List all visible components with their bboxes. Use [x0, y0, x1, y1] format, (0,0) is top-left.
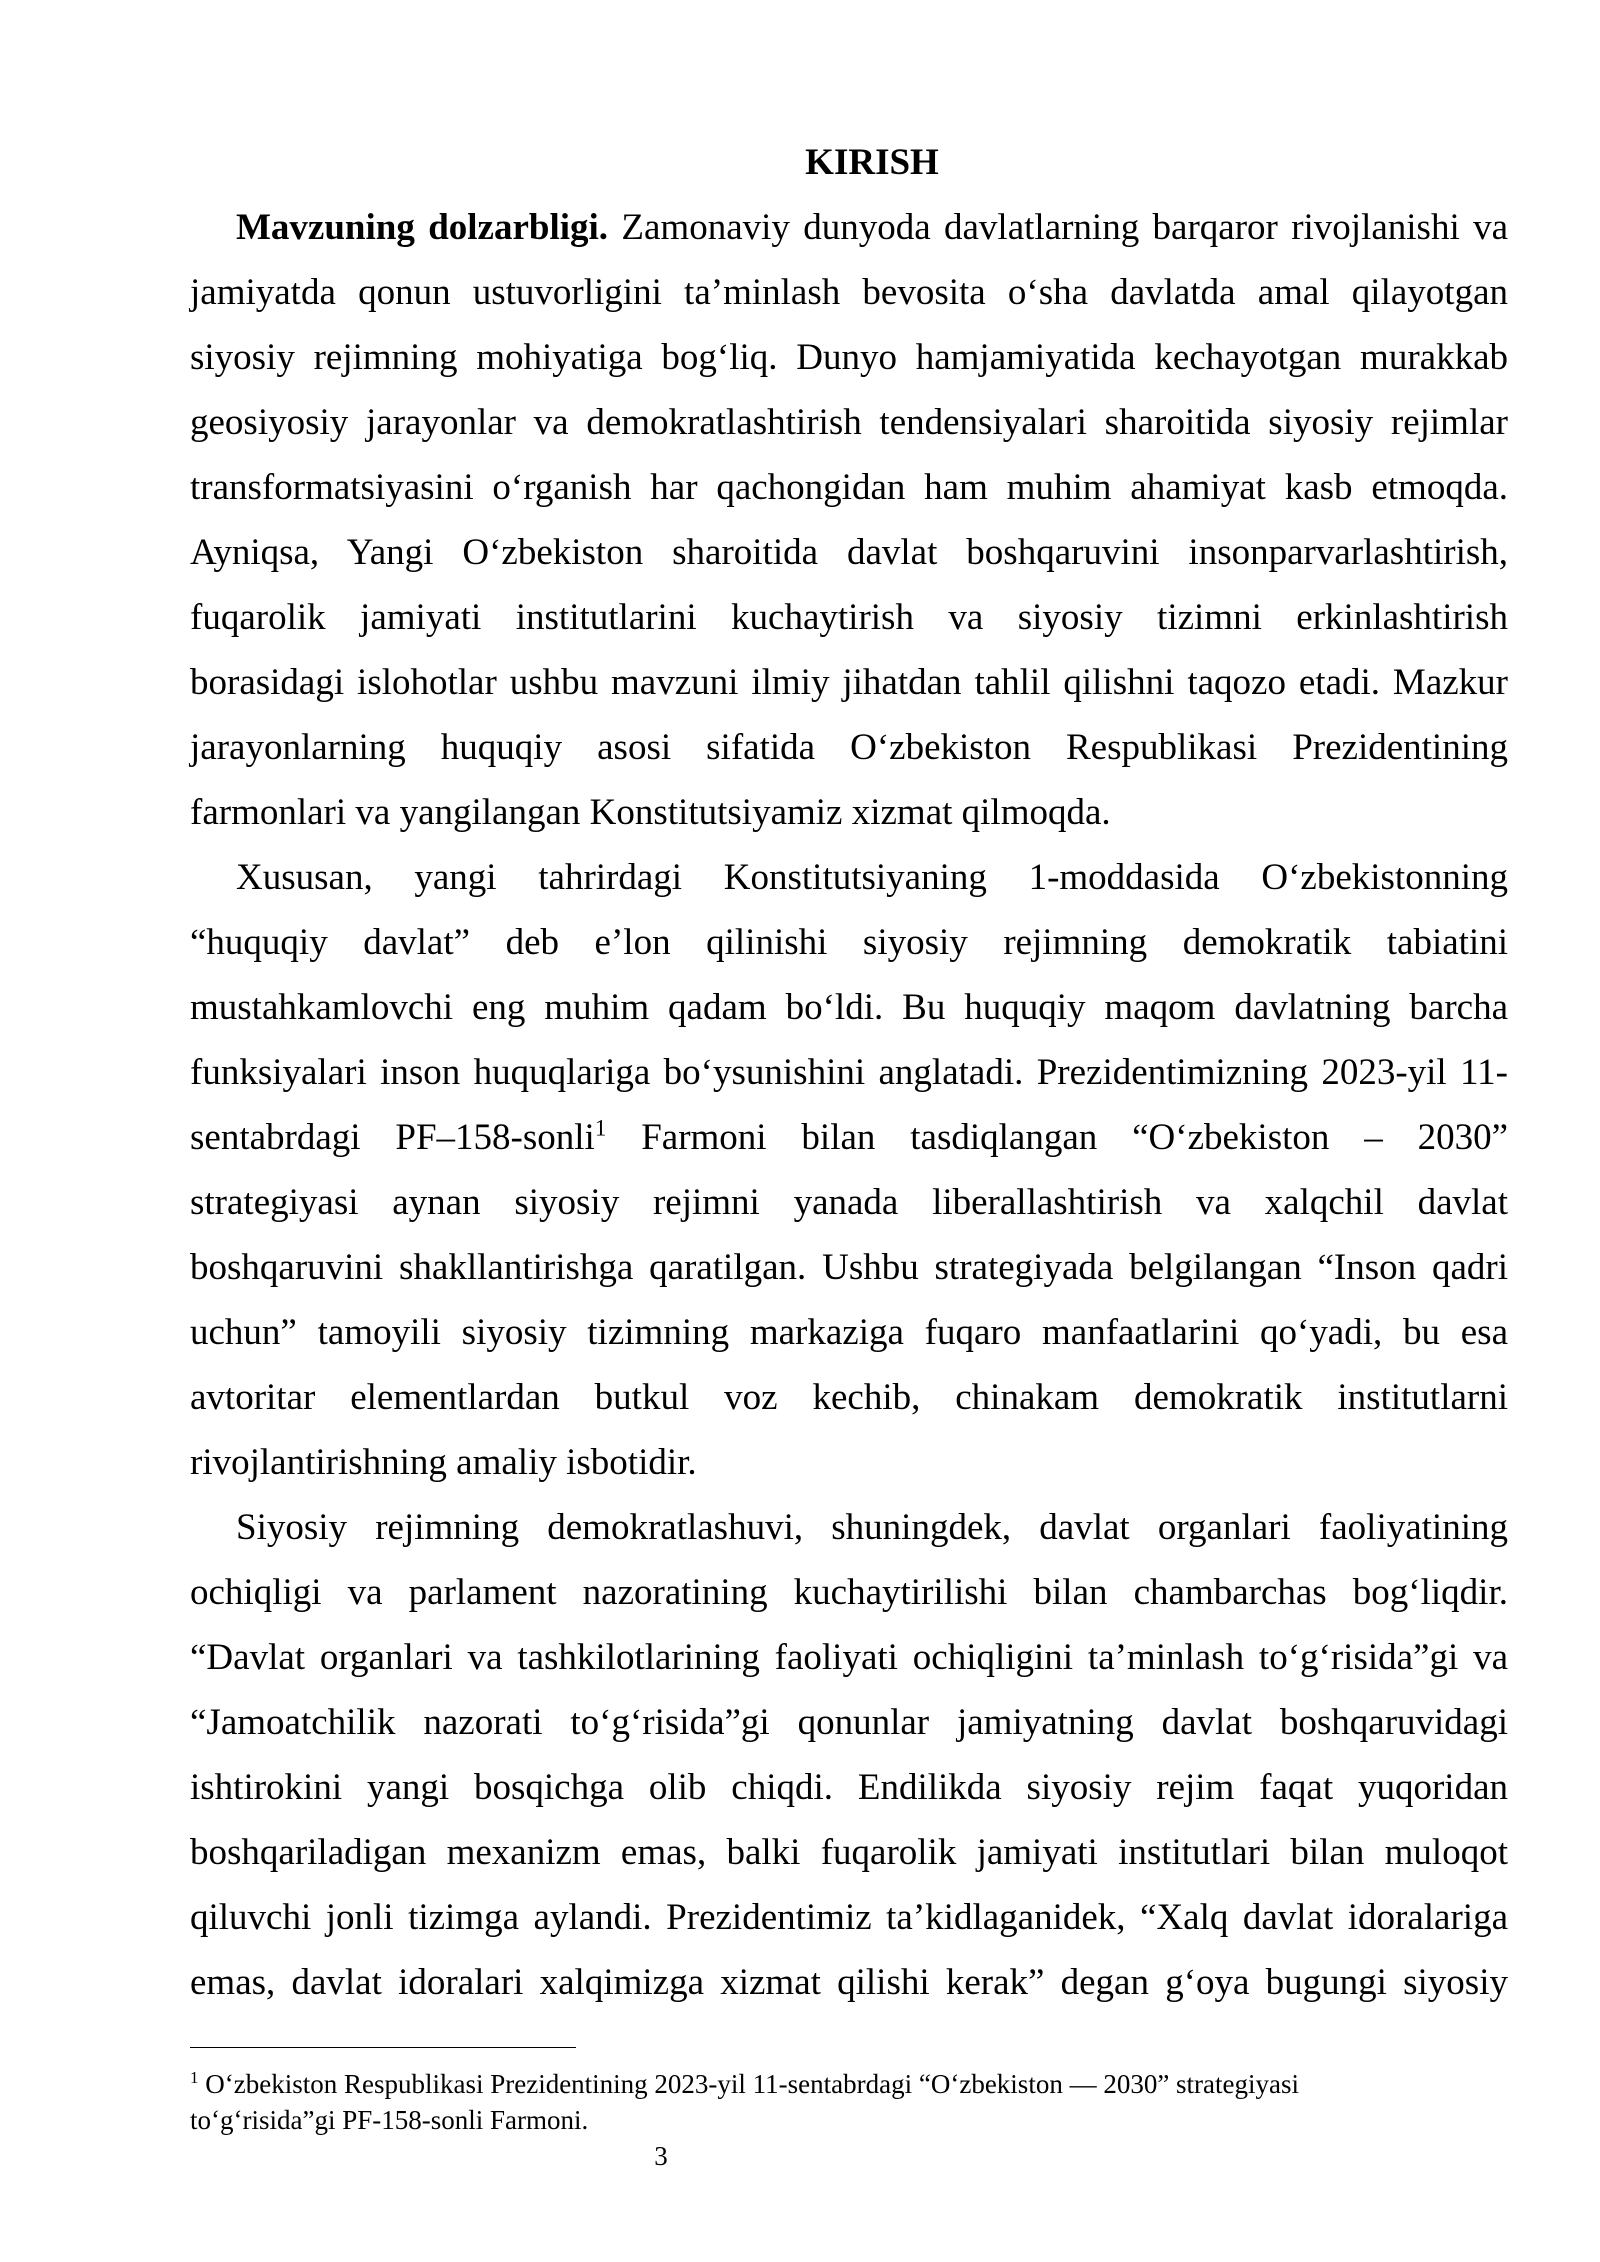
- text-line: rivojlantirishning amaliy isbotidir.: [190, 1442, 697, 1483]
- footnote-marker: 1: [190, 2068, 199, 2087]
- text-line: avtoritar elementlardan butkul voz kechib, chinakam demokratik institutlarni: [190, 1377, 1508, 1418]
- footnote-separator: [190, 2047, 576, 2048]
- text-line: geosiyosiy jarayonlar va demokratlashtirish tendensiyalari sharoitida siyosiy rejimlar: [190, 402, 1508, 443]
- paragraph: [190, 845, 1508, 1495]
- text-line: uchun” tamoyili siyosiy tizimning markaziga fuqaro manfaatlarini qo‘yadi, bu esa: [190, 1312, 1508, 1353]
- paragraph: [190, 1495, 1508, 2015]
- text-line: jamiyatda qonun ustuvorligini ta’minlash bevosita o‘sha davlatda amal qilayotgan: [190, 272, 1508, 313]
- text-line: “Davlat organlari va tashkilotlarining faoliyati ochiqligini ta’minlash to‘g‘risida”gi va: [190, 1637, 1508, 1678]
- text-line: boshqaruvini shakllantirishga qaratilgan. Ushbu strategiyada belgilangan “Inson qadri: [190, 1247, 1508, 1288]
- text-line: borasidagi islohotlar ushbu mavzuni ilmiy jihatdan tahlil qilishni taqozo etadi. Mazkur: [190, 662, 1508, 703]
- section-title: KIRISH: [805, 142, 939, 183]
- text-line: farmonlari va yangilangan Konstitutsiyamiz xizmat qilmoqda.: [190, 792, 1111, 833]
- footnote-line: to‘g‘risida”gi PF-158-sonli Farmoni.: [190, 2105, 589, 2135]
- text-line: Xususan, yangi tahrirdagi Konstitutsiyaning 1-moddasida O‘zbekistonning: [236, 857, 1508, 898]
- text-line: ishtirokini yangi bosqichga olib chiqdi. Endilikda siyosiy rejim faqat yuqoridan: [190, 1767, 1508, 1808]
- text-line: emas, davlat idoralari xalqimizga xizmat qilishi kerak” degan g‘oya bugungi siyosiy: [190, 1962, 1508, 2003]
- text-line: transformatsiyasini o‘rganish har qachongidan ham muhim ahamiyat kasb etmoqda.: [190, 467, 1508, 508]
- text-line: “huquqiy davlat” deb e’lon qilinishi siyosiy rejimning demokratik tabiatini: [190, 922, 1508, 963]
- text-line: funksiyalari inson huquqlariga bo‘ysunishini anglatadi. Prezidentimizning 2023-yil 11-: [190, 1052, 1508, 1093]
- paragraph-lead: Mavzuning dolzarbligi.: [236, 207, 609, 248]
- footnote-text: O‘zbekiston Respublikasi Prezidentining 2023-yil 11-sentabrdagi “O‘zbekiston — 2030” strategiyasi: [205, 2069, 1300, 2099]
- text-span: sentabrdagi PF–158-sonli: [190, 1117, 595, 1158]
- text-line: [190, 195, 1508, 260]
- text-line: ochiqligi va parlament nazoratining kuchaytirilishi bilan chambarchas bog‘liqdir.: [190, 1572, 1508, 1613]
- main-text: [190, 130, 1508, 2015]
- text-line: jarayonlarning huquqiy asosi sifatida O‘zbekiston Respublikasi Prezidentining: [190, 727, 1508, 768]
- text-line: fuqarolik jamiyati institutlarini kuchaytirish va siyosiy tizimni erkinlashtirish: [190, 597, 1508, 638]
- footnote: [190, 2066, 1508, 2138]
- text-line: Ayniqsa, Yangi O‘zbekiston sharoitida davlat boshqaruvini insonparvarlashtirish,: [190, 532, 1508, 573]
- footnote-line: [190, 2066, 1508, 2102]
- text-line: Siyosiy rejimning demokratlashuvi, shuningdek, davlat organlari faoliyatining: [236, 1507, 1508, 1548]
- text-line: strategiyasi aynan siyosiy rejimni yanada liberallashtirish va xalqchil davlat: [190, 1182, 1508, 1223]
- text-line: “Jamoatchilik nazorati to‘g‘risida”gi qonunlar jamiyatning davlat boshqaruvidagi: [190, 1702, 1508, 1743]
- text-span: Farmoni bilan tasdiqlangan “O‘zbekiston – 2030”: [641, 1117, 1509, 1158]
- text-line: siyosiy rejimning mohiyatiga bog‘liq. Dunyo hamjamiyatida kechayotgan murakkab: [190, 337, 1508, 378]
- text-span: Zamonaviy dunyoda davlatlarning barqaror rivojlanishi va: [621, 207, 1508, 248]
- paragraph: [190, 195, 1508, 845]
- text-line: boshqariladigan mexanizm emas, balki fuqarolik jamiyati institutlari bilan muloqot: [190, 1832, 1508, 1873]
- text-line: qiluvchi jonli tizimga aylandi. Prezidentimiz ta’kidlaganidek, “Xalq davlat idoralariga: [190, 1897, 1508, 1938]
- text-line: [190, 1105, 1508, 1170]
- page-number: 3: [654, 2141, 668, 2171]
- text-line: mustahkamlovchi eng muhim qadam bo‘ldi. Bu huquqiy maqom davlatning barcha: [190, 987, 1508, 1028]
- footnote-reference: 1: [594, 1115, 607, 1141]
